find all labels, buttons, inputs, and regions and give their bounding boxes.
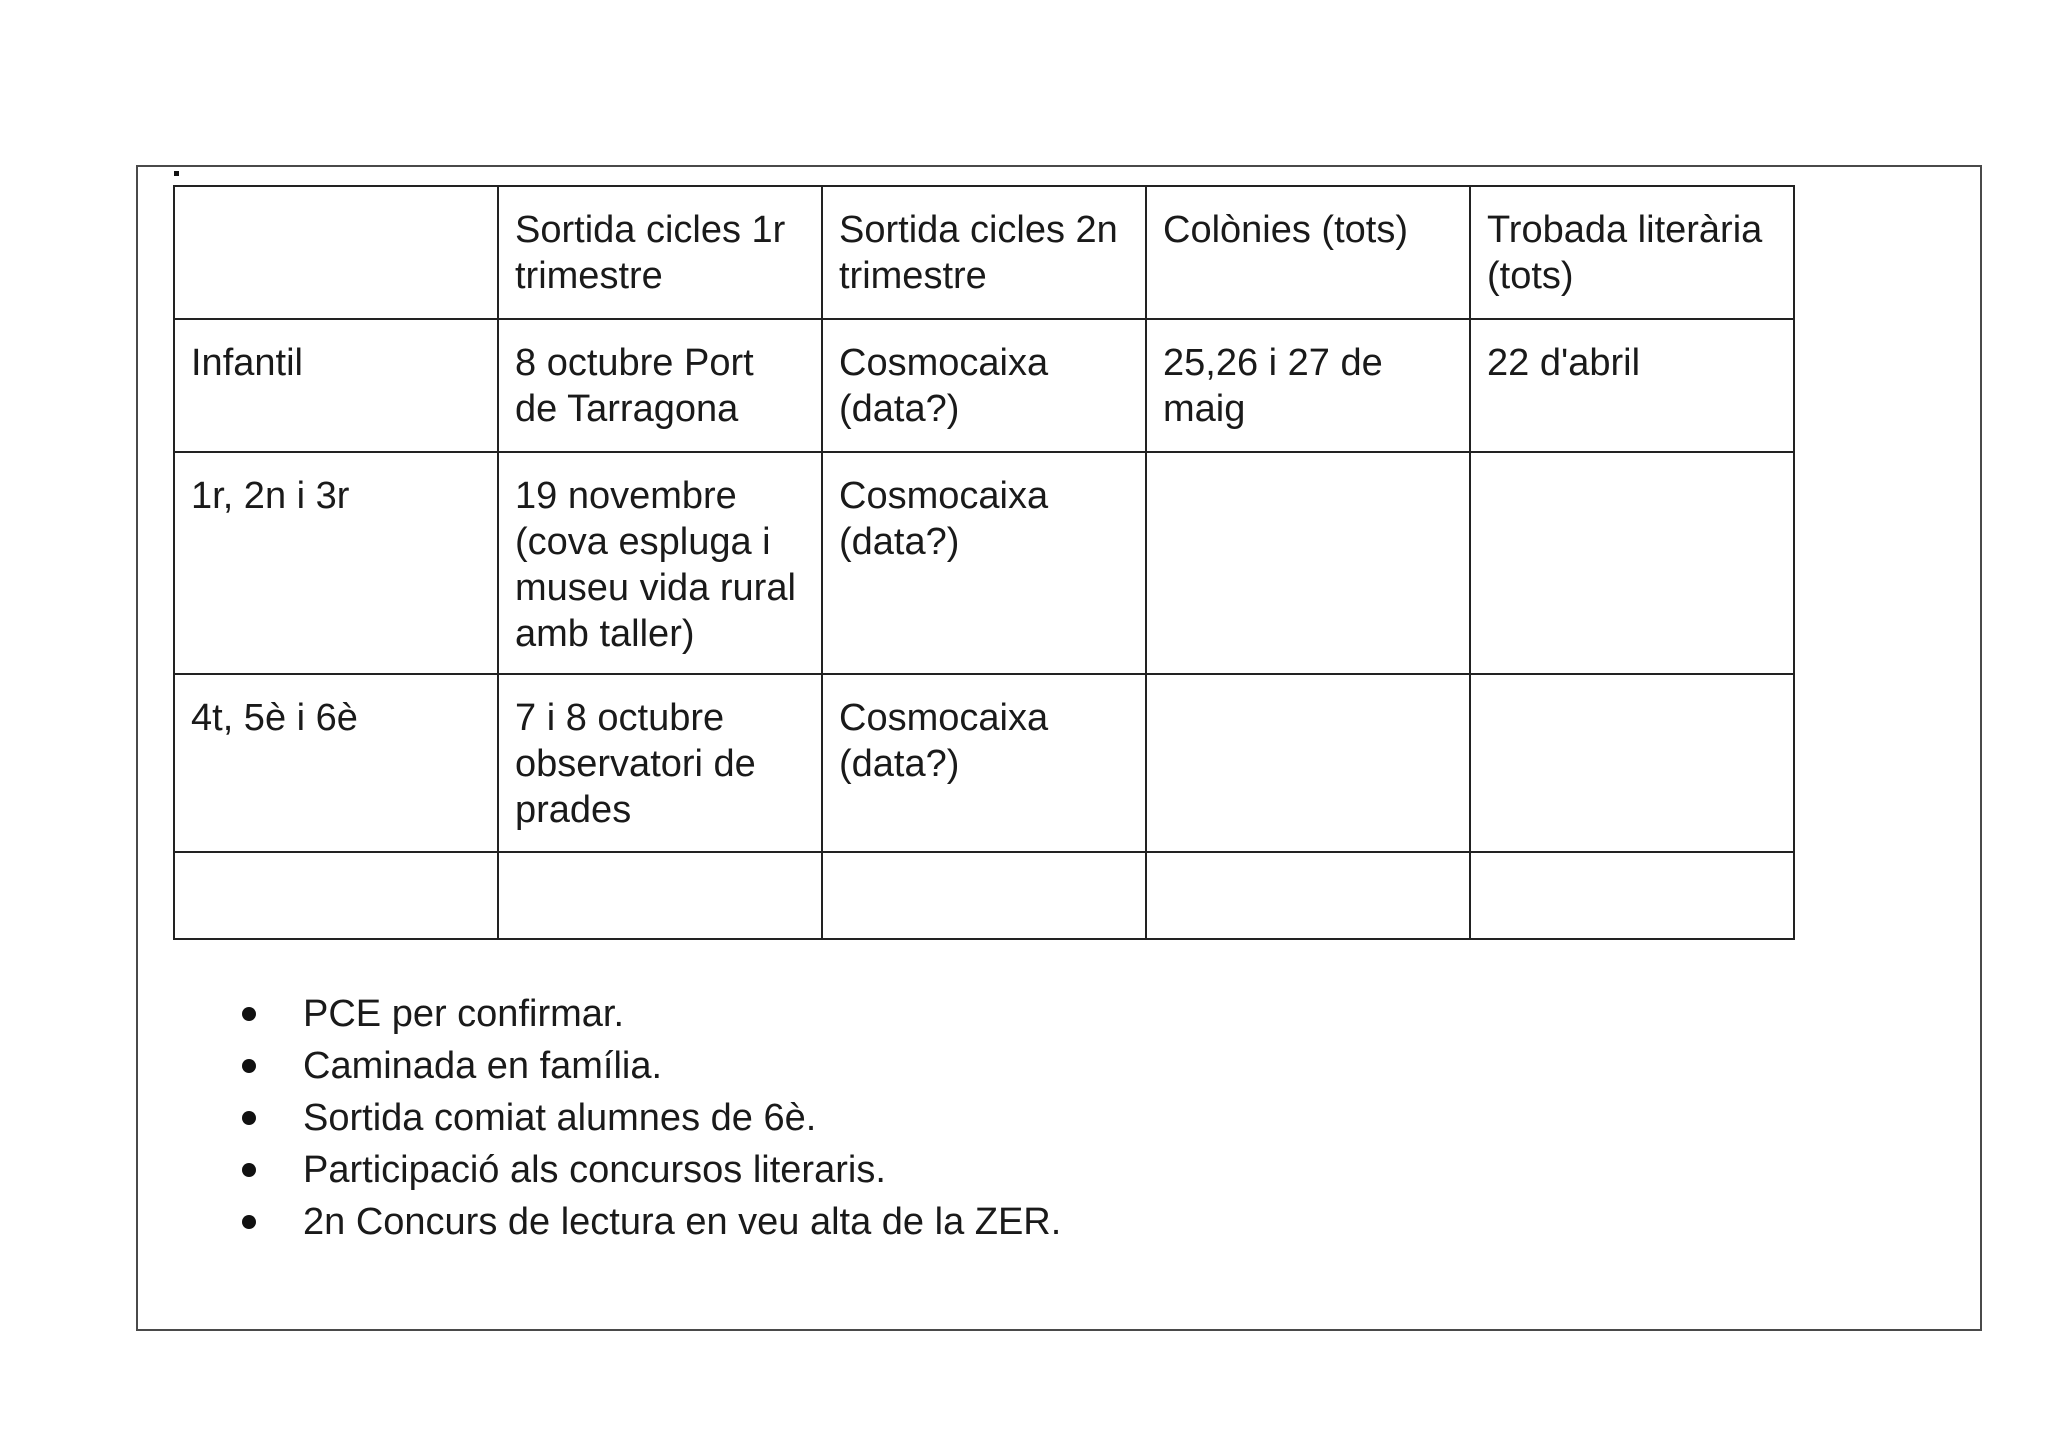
- list-item-text: Caminada en família.: [303, 1045, 663, 1087]
- bullet-icon: [242, 1111, 256, 1125]
- table-header-cell: Sortida cicles 2n trimestre: [822, 186, 1146, 319]
- notes-list: [236, 988, 1061, 1248]
- table-row-empty: [174, 852, 1794, 939]
- table-cell: Cosmocaixa (data?): [822, 319, 1146, 452]
- list-item-text: PCE per confirmar.: [303, 993, 624, 1035]
- bullet-icon: [242, 1007, 256, 1021]
- table-cell: 7 i 8 octubre observatori de prades: [498, 674, 822, 852]
- table-cell: [822, 852, 1146, 939]
- list-item: [236, 988, 1061, 1040]
- table-cell-group: 4t, 5è i 6è: [174, 674, 498, 852]
- table-header-cell: [174, 186, 498, 319]
- bullet-icon: [242, 1215, 256, 1229]
- list-item: [236, 1040, 1061, 1092]
- table-cell: [1146, 452, 1470, 674]
- table-header-cell: Sortida cicles 1r trimestre: [498, 186, 822, 319]
- table-header-cell: Trobada literària (tots): [1470, 186, 1794, 319]
- table-header-row: [174, 186, 1794, 319]
- bullet-icon: [242, 1059, 256, 1073]
- table-cell-group: Infantil: [174, 319, 498, 452]
- stray-dot-mark: [174, 171, 179, 176]
- table-row: [174, 674, 1794, 852]
- table-cell: [1146, 852, 1470, 939]
- list-item-text: Sortida comiat alumnes de 6è.: [303, 1097, 817, 1139]
- table-cell: Cosmocaixa (data?): [822, 674, 1146, 852]
- list-item-text: 2n Concurs de lectura en veu alta de la ZER.: [303, 1201, 1062, 1243]
- table-cell: [1470, 452, 1794, 674]
- table-row: [174, 452, 1794, 674]
- list-item: [236, 1196, 1061, 1248]
- table-cell: [174, 852, 498, 939]
- bullet-icon: [242, 1163, 256, 1177]
- table-cell: 22 d'abril: [1470, 319, 1794, 452]
- table-cell: [498, 852, 822, 939]
- list-item: [236, 1144, 1061, 1196]
- table-header-cell: Colònies (tots): [1146, 186, 1470, 319]
- list-item-text: Participació als concursos literaris.: [303, 1149, 886, 1191]
- table-cell: Cosmocaixa (data?): [822, 452, 1146, 674]
- table-cell: [1146, 674, 1470, 852]
- table-cell-group: 1r, 2n i 3r: [174, 452, 498, 674]
- table-cell: [1470, 674, 1794, 852]
- table-row: [174, 319, 1794, 452]
- table-cell: [1470, 852, 1794, 939]
- excursions-table: [173, 185, 1795, 940]
- table-cell: 8 octubre Port de Tarragona: [498, 319, 822, 452]
- table-cell: 19 novembre (cova espluga i museu vida rural amb taller): [498, 452, 822, 674]
- list-item: [236, 1092, 1061, 1144]
- table-cell: 25,26 i 27 de maig: [1146, 319, 1470, 452]
